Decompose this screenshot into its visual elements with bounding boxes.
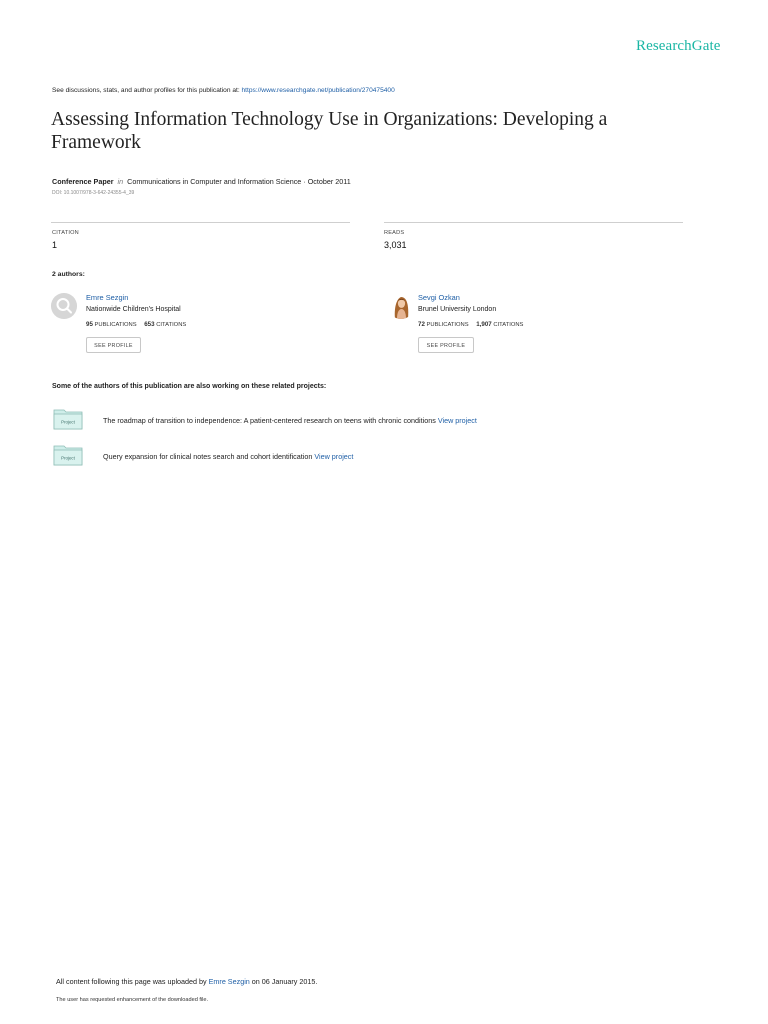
researchgate-logo[interactable]: ResearchGate (636, 38, 721, 54)
publication-doi: DOI: 10.1007/978-3-642-24355-4_39 (52, 190, 135, 196)
publication-url-link[interactable]: https://www.researchgate.net/publication/270475400 (241, 87, 395, 94)
uploader-link[interactable]: Emre Sezgin (208, 977, 250, 986)
author-institution: Brunel University London (418, 306, 497, 313)
reads-divider (384, 222, 683, 223)
see-profile-button[interactable]: SEE PROFILE (86, 337, 141, 353)
publications-label: PUBLICATIONS (94, 322, 137, 328)
upload-prefix: All content following this page was uploaded by (56, 977, 207, 986)
citations-count: 1,907 (476, 321, 492, 328)
see-discussions-line (52, 87, 395, 94)
author-avatar-default[interactable] (51, 293, 77, 319)
enhancement-note: The user has requested enhancement of the downloaded file. (56, 997, 209, 1003)
publication-type: Conference Paper (52, 177, 114, 186)
publications-count: 72 (418, 321, 425, 328)
project-folder-icon (53, 444, 83, 466)
in-word: in (117, 177, 124, 186)
publication-meta (52, 177, 351, 186)
project-text: The roadmap of transition to independence: A patient-centered research on teens with chronic conditions (103, 416, 436, 425)
citation-divider (51, 222, 350, 223)
citations-count: 653 (144, 321, 155, 328)
project-item (103, 452, 353, 461)
project-text: Query expansion for clinical notes search and cohort identification (103, 452, 313, 461)
authors-heading: 2 authors: (52, 271, 85, 278)
author-avatar-photo[interactable] (388, 293, 414, 319)
project-item (103, 416, 477, 425)
author-stats (86, 321, 186, 328)
upload-note (56, 977, 317, 986)
citation-label: CITATION (52, 230, 79, 236)
view-project-link[interactable]: View project (314, 452, 354, 461)
reads-value: 3,031 (384, 240, 407, 250)
see-discussions-text: See discussions, stats, and author profiles for this publication at: (52, 87, 240, 94)
citation-value: 1 (52, 240, 58, 250)
publications-count: 95 (86, 321, 93, 328)
citations-label: CITATIONS (156, 322, 187, 328)
author-institution: Nationwide Children's Hospital (86, 306, 181, 313)
publication-venue: Communications in Computer and Information Science · October 2011 (127, 177, 351, 186)
view-project-link[interactable]: View project (437, 416, 477, 425)
photo-avatar (388, 293, 414, 319)
default-person-icon (51, 293, 77, 319)
author-name-link[interactable]: Emre Sezgin (86, 293, 129, 302)
author-stats (418, 321, 523, 328)
publications-label: PUBLICATIONS (426, 322, 469, 328)
project-icon-label: Project (61, 419, 75, 425)
reads-label: READS (384, 230, 405, 236)
citations-label: CITATIONS (493, 322, 524, 328)
see-profile-button[interactable]: SEE PROFILE (418, 337, 474, 353)
project-icon-label: Project (61, 455, 75, 461)
author-name-link[interactable]: Sevgi Ozkan (418, 293, 460, 302)
related-projects-heading: Some of the authors of this publication are also working on these related projects: (52, 383, 327, 390)
publication-title: Assessing Information Technology Use in Organizations: Developing a Framework (51, 109, 608, 153)
project-folder-icon (53, 408, 83, 430)
upload-suffix: on 06 January 2015. (251, 977, 318, 986)
